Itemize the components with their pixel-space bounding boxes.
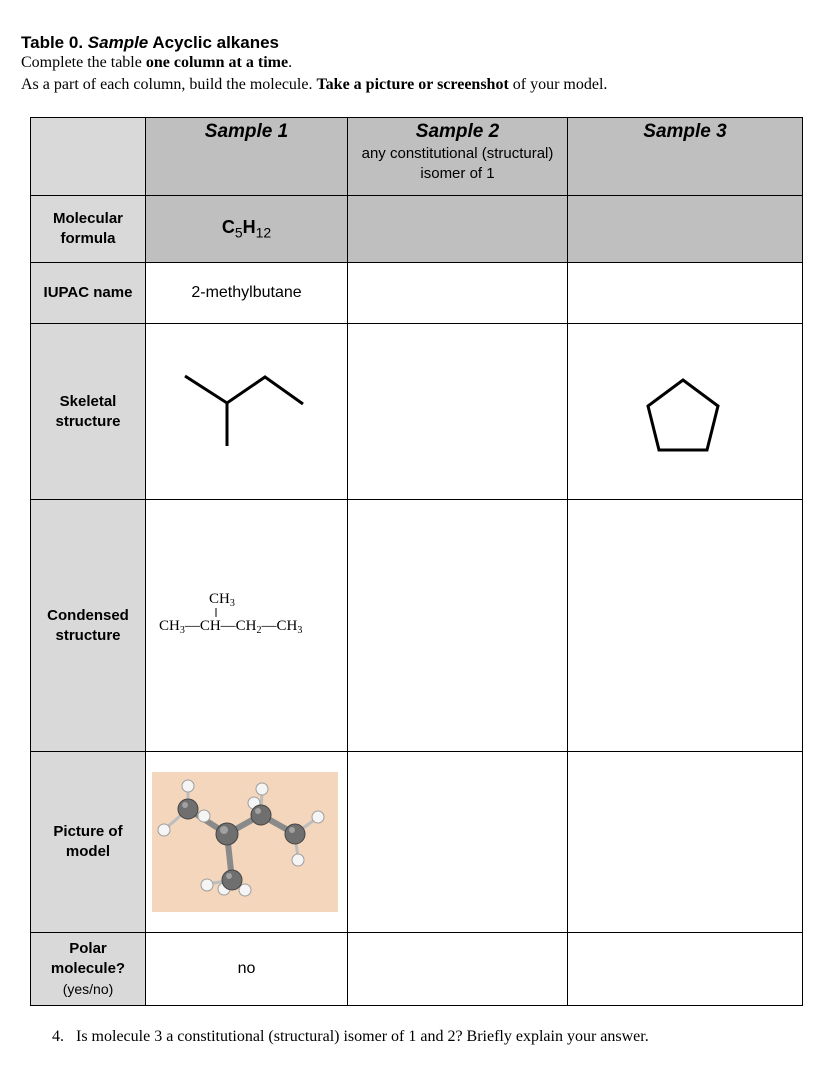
instruction-text: of your model. <box>508 76 608 93</box>
cyclopentane-drawing <box>570 324 800 494</box>
column-title: Sample 3 <box>643 121 727 142</box>
sample-1-skeletal-cell <box>146 324 348 500</box>
title-italic: Sample <box>87 33 149 52</box>
ball-and-stick-model-image <box>152 772 338 912</box>
sample-2-iupac-cell[interactable] <box>348 263 568 324</box>
sample-3-skeletal-cell <box>568 324 803 500</box>
formula-element: C <box>221 217 235 238</box>
formula-subscript: 12 <box>255 224 272 241</box>
sample-2-skeletal-cell[interactable] <box>348 324 568 500</box>
row-header-polar-molecule <box>31 933 146 1006</box>
sample-3-iupac-cell[interactable] <box>568 263 803 324</box>
skeletal-structure-drawing <box>147 324 347 494</box>
row-header-condensed-structure: Condensed structure <box>31 500 146 752</box>
condensed-chain: $CH_3—CH—CH_2—CH_3$ <box>158 618 302 636</box>
question-number: 4. <box>52 1028 64 1045</box>
column-header-sample-3 <box>568 118 803 196</box>
sample-1-picture-cell <box>146 752 348 933</box>
question-text: Is molecule 3 a constitutional (structural) isomer of 1 and 2? Briefly explain your answer. <box>76 1028 649 1045</box>
title-prefix: Table 0. <box>21 33 84 52</box>
formula-subscript: 5 <box>234 224 243 241</box>
column-subtitle: any constitutional (structural) isomer of 1 <box>361 145 554 182</box>
condensed-structure-drawing <box>147 583 347 663</box>
row-header-molecular-formula: Molecular formula <box>31 196 146 263</box>
sample-1-polar-cell: no <box>146 933 348 1006</box>
corner-cell <box>31 118 146 196</box>
sample-3-condensed-cell[interactable] <box>568 500 803 752</box>
sample-2-picture-cell[interactable] <box>348 752 568 933</box>
sample-1-formula-cell <box>146 196 348 263</box>
polar-hint: (yes/no) <box>62 980 114 997</box>
instruction-line-2 <box>21 76 607 94</box>
row-header-iupac-name: IUPAC name <box>31 263 146 324</box>
column-title: Sample 1 <box>204 121 289 142</box>
instruction-text: Complete the table <box>21 54 146 71</box>
sample-3-picture-cell[interactable] <box>568 752 803 933</box>
sample-1-iupac-cell: 2-methylbutane <box>146 263 348 324</box>
column-title: Sample 2 <box>415 121 500 142</box>
instruction-text: . <box>288 54 293 71</box>
sample-1-condensed-cell <box>146 500 348 752</box>
molecular-formula <box>221 217 272 241</box>
sample-2-polar-cell[interactable] <box>348 933 568 1006</box>
row-header-picture-of-model: Picture of model <box>31 752 146 933</box>
column-header-sample-1 <box>146 118 348 196</box>
instruction-bold: one column at a time <box>145 54 289 71</box>
instruction-bold: Take a picture or screenshot <box>316 76 509 93</box>
sample-3-polar-cell[interactable] <box>568 933 803 1006</box>
instruction-text: As a part of each column, build the molecule. <box>21 76 317 93</box>
sample-2-formula-cell[interactable] <box>348 196 568 263</box>
sample-2-condensed-cell[interactable] <box>348 500 568 752</box>
question-4 <box>52 1028 649 1046</box>
polar-label: Polar molecule? <box>50 939 126 977</box>
instruction-line-1 <box>21 54 292 72</box>
column-header-sample-2 <box>348 118 568 196</box>
row-header-skeletal-structure: Skeletal structure <box>31 324 146 500</box>
title-suffix: Acyclic alkanes <box>152 33 280 52</box>
condensed-top-group: $CH_3$ <box>208 591 235 609</box>
sample-3-formula-cell[interactable] <box>568 196 803 263</box>
table-title <box>21 33 279 53</box>
alkanes-table <box>30 117 803 1006</box>
formula-element: H <box>242 217 256 238</box>
